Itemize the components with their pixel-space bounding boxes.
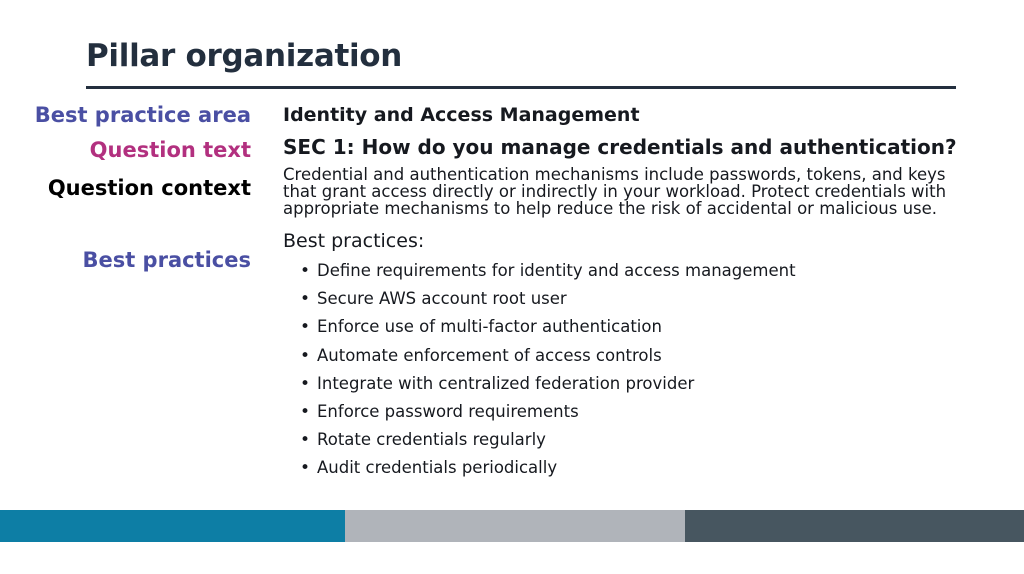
footer-bar-segment-2	[345, 510, 685, 542]
list-item: • Integrate with centralized federation provider	[300, 372, 796, 400]
list-item: • Audit credentials periodically	[300, 456, 796, 484]
label-question-text: Question text	[89, 138, 251, 162]
slide-title: Pillar organization	[86, 38, 403, 74]
list-item: • Automate enforcement of access controls	[300, 344, 796, 372]
title-divider	[86, 86, 956, 89]
label-best-practices: Best practices	[82, 248, 251, 272]
best-practices-list	[300, 259, 796, 485]
best-practices-heading: Best practices:	[283, 230, 425, 252]
label-best-practice-area: Best practice area	[34, 103, 251, 127]
footer-bar-segment-1	[0, 510, 345, 542]
list-item: • Enforce use of multi-factor authentication	[300, 315, 796, 343]
question-context-value: Credential and authentication mechanisms include passwords, tokens, and keys that grant access directly or indirectly in your workload. Protect credentials with appropriate mechanisms to help reduce the risk of accidental or malicious use.	[283, 165, 947, 218]
list-item: • Define requirements for identity and access management	[300, 259, 796, 287]
label-question-context: Question context	[47, 176, 251, 200]
list-item: • Enforce password requirements	[300, 400, 796, 428]
list-item: • Secure AWS account root user	[300, 287, 796, 315]
list-item: • Rotate credentials regularly	[300, 428, 796, 456]
best-practice-area-value: Identity and Access Management	[283, 104, 640, 126]
question-text-value: SEC 1: How do you manage credentials and authentication?	[283, 135, 957, 159]
footer-bar-segment-3	[685, 510, 1024, 542]
